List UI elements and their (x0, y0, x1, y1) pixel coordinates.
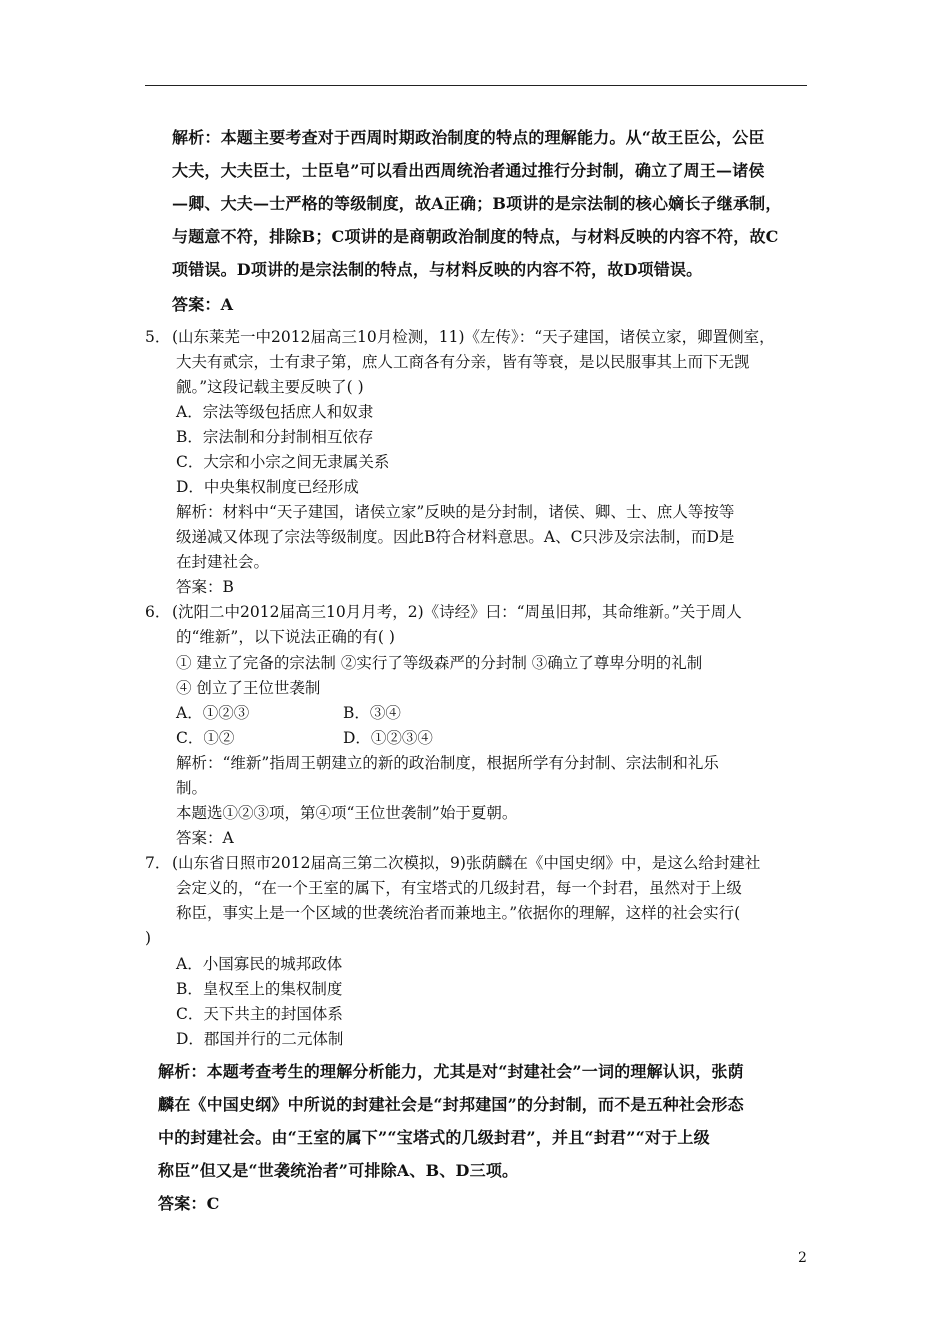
q5-explanation-line: 解析：材料中“天子建国，诸侯立家”反映的是分封制，诸侯、卿、士、庶人等按等 (176, 503, 735, 521)
q6-option-b: B．③④ (343, 704, 401, 722)
q6-explanation-line: 解析：“维新”指周王朝建立的新的政治制度，根据所学有分封制、宗法制和礼乐 (176, 754, 719, 772)
q5-answer: 答案：B (176, 578, 234, 596)
q4-answer: 答案：A (172, 295, 234, 314)
header-rule (145, 85, 807, 86)
q6-answer: 答案：A (176, 829, 234, 847)
q7-answer: 答案：C (158, 1194, 220, 1213)
q4-explanation-line: —卿、大夫—士严格的等级制度，故A正确；B项讲的是宗法制的核心嫡长子继承制， (172, 194, 782, 213)
q5-stem-line: (山东莱芜一中2012届高三10月检测，11)《左传》：“天子建国，诸侯立家，卿置侧室， (172, 328, 775, 346)
q5-option-c: C．大宗和小宗之间无隶属关系 (176, 453, 390, 471)
q4-explanation-line: 大夫，大夫臣士，士臣皂”可以看出西周统治者通过推行分封制，确立了周王—诸侯 (172, 161, 765, 180)
q4-explanation-line: 项错误。D项讲的是宗法制的特点，与材料反映的内容不符，故D项错误。 (172, 260, 703, 279)
q6-explanation-line: 制。 (176, 779, 208, 797)
q7-stem-line: 会定义的，“在一个王室的属下，有宝塔式的几级封君，每一个封君，虽然对于上级 (176, 879, 742, 897)
q6-items-line: ① 建立了完备的宗法制 ②实行了等级森严的分封制 ③确立了尊卑分明的礼制 (176, 654, 703, 672)
q7-explanation-line: 中的封建社会。由“王室的属下”“宝塔式的几级封君”，并且“封君”“对于上级 (158, 1128, 710, 1147)
q5-number: 5． (145, 328, 171, 346)
q7-option-b: B．皇权至上的集权制度 (176, 980, 343, 998)
q6-stem-line: 的“维新”，以下说法正确的有( ) (176, 628, 395, 646)
q6-option-d: D．①②③④ (343, 729, 433, 747)
q7-option-a: A．小国寡民的城邦政体 (176, 955, 343, 973)
q7-stem-line: (山东省日照市2012届高三第二次模拟，9)张荫麟在《中国史纲》中，是这么给封建社 (172, 854, 761, 872)
q6-number: 6． (145, 603, 171, 621)
q7-option-c: C．天下共主的封国体系 (176, 1005, 343, 1023)
q6-option-a: A．①②③ (176, 704, 250, 722)
q5-option-b: B．宗法制和分封制相互依存 (176, 428, 374, 446)
q7-explanation-line: 解析：本题考查考生的理解分析能力，尤其是对“封建社会”一词的理解认识，张荫 (158, 1062, 744, 1081)
q6-option-c: C．①② (176, 729, 235, 747)
q5-option-d: D．中央集权制度已经形成 (176, 478, 359, 496)
q6-explanation-line: 本题选①②③项，第④项“王位世袭制”始于夏朝。 (176, 804, 518, 822)
q7-explanation-line: 称臣”但又是“世袭统治者”可排除A、B、D三项。 (158, 1161, 519, 1180)
q5-stem-line: 大夫有贰宗，士有隶子第，庶人工商各有分亲，皆有等衰，是以民服事其上而下无觊 (176, 353, 750, 371)
q5-stem-line: 觎。”这段记载主要反映了( ) (176, 378, 364, 396)
q5-explanation-line: 在封建社会。 (176, 553, 270, 571)
q6-items-line: ④ 创立了王位世袭制 (176, 679, 321, 697)
q5-option-a: A．宗法等级包括庶人和奴隶 (176, 403, 374, 421)
q5-explanation-line: 级递减又体现了宗法等级制度。因此B符合材料意思。A、C只涉及宗法制，而D是 (176, 528, 735, 546)
q7-option-d: D．郡国并行的二元体制 (176, 1030, 344, 1048)
q4-explanation-line: 与题意不符，排除B；C项讲的是商朝政治制度的特点，与材料反映的内容不符，故C (172, 227, 779, 246)
q4-explanation-line: 解析：本题主要考查对于西周时期政治制度的特点的理解能力。从“故王臣公，公臣 (172, 128, 765, 147)
page-number: 2 (798, 1250, 807, 1266)
q6-stem-line: (沈阳二中2012届高三10月月考，2)《诗经》曰：“周虽旧邦，其命维新。”关于周人 (172, 603, 742, 621)
q7-number: 7． (145, 854, 171, 872)
q7-explanation-line: 麟在《中国史纲》中所说的封建社会是“封邦建国”的分封制，而不是五种社会形态 (158, 1095, 744, 1114)
q7-stem-line: ) (145, 929, 152, 947)
q7-stem-line: 称臣，事实上是一个区域的世袭统治者而兼地主。”依据你的理解，这样的社会实行( (176, 904, 741, 922)
